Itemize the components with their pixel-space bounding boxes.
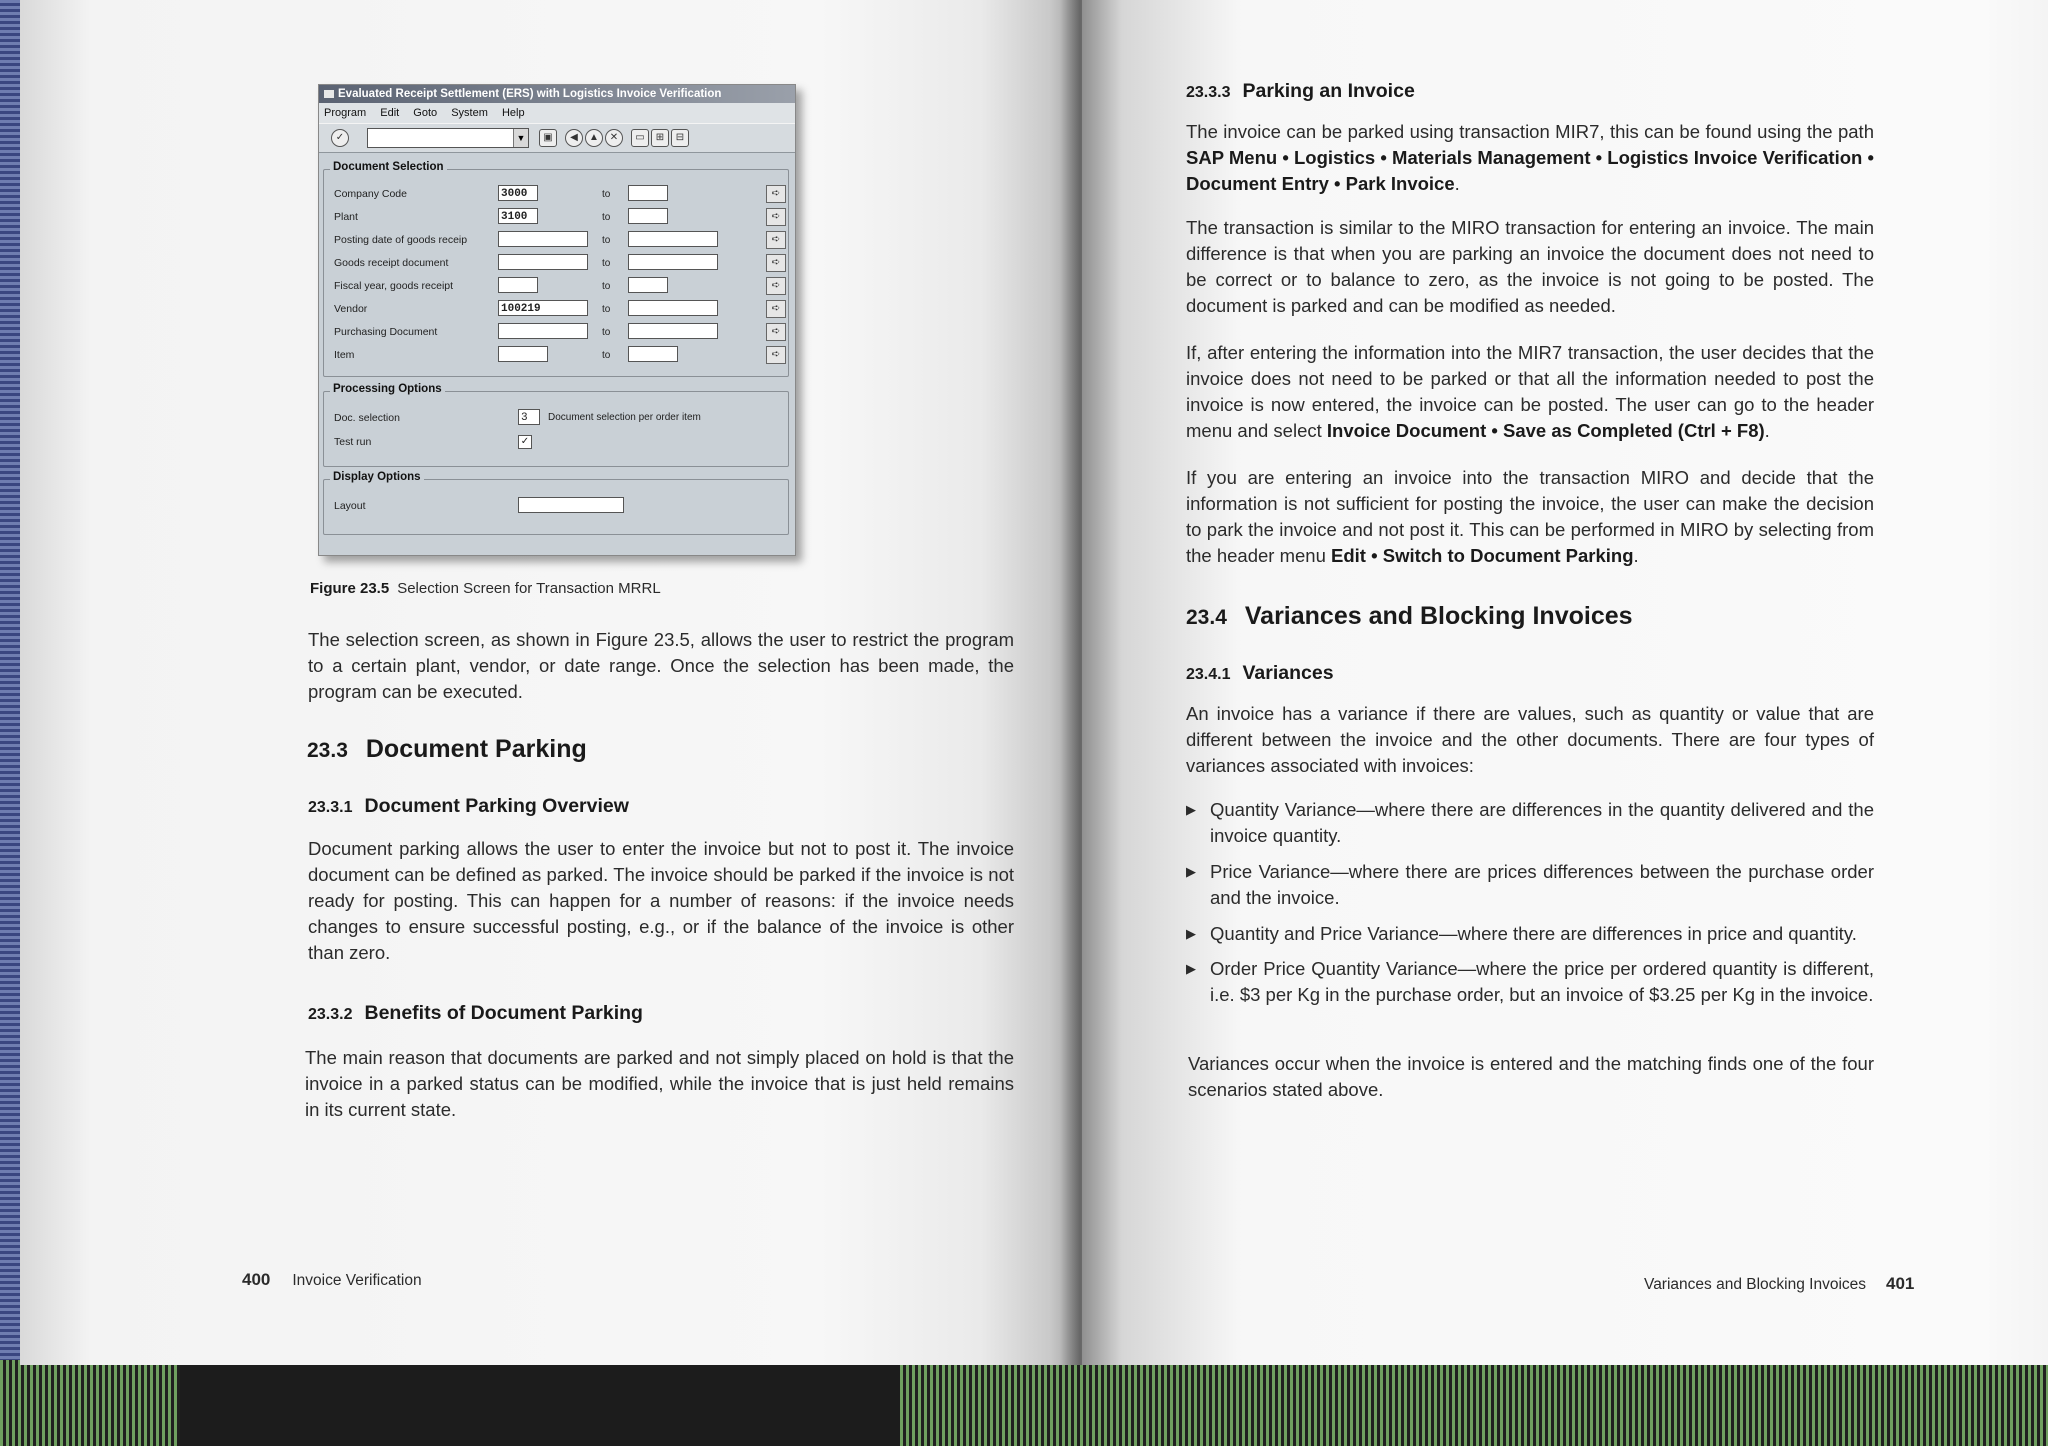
paragraph-parking-benefits: The main reason that documents are parked and not simply placed on hold is that the invoice in a parked status can be modified, while the invoice that is just held remains in its current state. [305, 1047, 1014, 1120]
purchasing-document-to-input[interactable] [628, 323, 718, 339]
to-label: to [602, 281, 611, 292]
doc-selection-row [334, 408, 774, 430]
menu-path: Edit • Switch to Document Parking [1331, 545, 1634, 566]
field-label: Plant [334, 211, 358, 223]
display-options-group [323, 471, 789, 535]
sap-title-bar [319, 85, 795, 103]
multiple-selection-arrow-icon[interactable]: ➪ [766, 277, 786, 295]
paragraph-text: If, after entering the information into the MIR7 transaction, the user decides that the invoice does not need to be parked or that all the information needed to post the invoice is now entered, the invoice can be posted. The user can go to the header menu and select [1186, 342, 1874, 441]
posting-date-to-input[interactable] [628, 231, 718, 247]
heading-23-3-3 [1186, 80, 1415, 103]
heading-number: 23.3 [307, 739, 348, 762]
layout-input[interactable] [518, 497, 624, 513]
heading-title: Parking an Invoice [1242, 80, 1415, 102]
sap-window-title: Evaluated Receipt Settlement (ERS) with Logistics Invoice Verification [338, 88, 722, 100]
fiscal-year-to-input[interactable] [628, 277, 668, 293]
heading-title: Variances and Blocking Invoices [1244, 602, 1633, 630]
menu-goto[interactable]: Goto [413, 107, 438, 119]
selection-row-fiscal-year [334, 276, 781, 298]
to-label: to [602, 304, 611, 315]
selection-row-plant [334, 207, 781, 229]
plant-to-input[interactable] [628, 208, 668, 224]
document-selection-group [323, 161, 789, 377]
heading-title: Document Parking Overview [364, 795, 629, 817]
group-title: Document Selection [330, 161, 447, 173]
heading-number: 23.3.1 [308, 799, 353, 816]
window-icon [324, 90, 334, 98]
heading-number: 23.4.1 [1186, 666, 1231, 683]
group-title: Processing Options [330, 383, 445, 395]
field-label: Layout [334, 500, 366, 512]
print-icon[interactable]: ▭ [631, 129, 649, 147]
running-footer-title: Invoice Verification [292, 1272, 422, 1289]
running-footer-title: Variances and Blocking Invoices [1644, 1276, 1867, 1293]
paragraph-variances-intro: An invoice has a variance if there are values, such as quantity or value that are different between the invoice and the other documents. There are four types of variances associated with invoices: [1186, 703, 1874, 776]
field-label: Goods receipt document [334, 257, 449, 269]
menu-path: SAP Menu • Logistics • Materials Management • Logistics Invoice Verification • Document Entry • Park Invoice [1186, 147, 1874, 194]
fiscal-year-from-input[interactable] [498, 277, 538, 293]
selection-row-vendor [334, 299, 781, 321]
sap-window [318, 84, 796, 556]
list-item-text: Price Variance—where there are prices differences between the purchase order and the invoice. [1210, 861, 1874, 908]
cancel-icon[interactable]: ✕ [605, 129, 623, 147]
right-page [1082, 0, 2048, 1365]
selection-row-gr-document [334, 253, 781, 275]
left-page-footer [242, 1270, 422, 1290]
field-label: Fiscal year, goods receipt [334, 280, 454, 292]
paragraph-text: . [1454, 173, 1460, 194]
paragraph-switch-to-parking [1186, 465, 1874, 569]
doc-selection-description: Document selection per order item [548, 412, 701, 423]
selection-row-company-code [334, 184, 781, 206]
to-label: to [602, 235, 611, 246]
left-page [20, 0, 1082, 1365]
field-label: Doc. selection [334, 412, 400, 424]
heading-23-3-1 [308, 795, 629, 818]
menu-program[interactable]: Program [324, 107, 367, 119]
bullet-arrow-icon: ▶ [1186, 802, 1196, 817]
heading-number: 23.3.3 [1186, 84, 1231, 101]
back-icon[interactable]: ◀ [565, 129, 583, 147]
menu-help[interactable]: Help [501, 107, 525, 119]
to-label: to [602, 212, 611, 223]
multiple-selection-arrow-icon[interactable]: ➪ [766, 231, 786, 249]
sap-toolbar [319, 123, 795, 153]
list-item [1186, 956, 1874, 1008]
paragraph-selection-screen: The selection screen, as shown in Figure 23.5, allows the user to restrict the program to a certain plant, vendor, or date range. Once the selection has been made, the program can be executed. [308, 629, 1014, 702]
figure-caption-text: Selection Screen for Transaction MRRL [397, 580, 661, 597]
bullet-arrow-icon: ▶ [1186, 961, 1196, 976]
test-run-row [334, 432, 774, 454]
heading-title: Variances [1242, 662, 1334, 684]
command-field[interactable] [367, 128, 529, 148]
vendor-to-input[interactable] [628, 300, 718, 316]
field-label: Test run [334, 436, 372, 448]
chevron-down-icon[interactable]: ▼ [513, 129, 528, 147]
heading-number: 23.4 [1186, 606, 1227, 629]
paragraph-text: If you are entering an invoice into the transaction MIRO and decide that the information is not sufficient for posting the invoice, the user can make the decision to park the invoice and not post it. This can be performed in MIRO by selecting from the header menu [1186, 467, 1874, 566]
processing-options-group [323, 383, 789, 467]
to-label: to [602, 258, 611, 269]
find-icon[interactable]: ⊞ [651, 129, 669, 147]
heading-title: Benefits of Document Parking [364, 1002, 643, 1024]
item-from-input[interactable] [498, 346, 548, 362]
figure-number: Figure 23.5 [310, 580, 390, 597]
figure-caption [310, 580, 661, 597]
field-label: Item [334, 349, 355, 361]
test-run-checkbox[interactable]: ✓ [518, 435, 532, 449]
gr-document-from-input[interactable] [498, 254, 588, 270]
paragraph-similar-to-miro: The transaction is similar to the MIRO transaction for entering an invoice. The main difference is that when you are parking an invoice the document does not need to be correct or to balance to zero, as the invoice is not going to be posted. The document is parked and can be modified as needed. [1186, 217, 1874, 316]
list-item [1186, 797, 1874, 849]
company-code-from-input[interactable]: 3000 [498, 185, 538, 201]
page-number: 401 [1886, 1274, 1915, 1293]
sap-menu-bar [319, 103, 795, 123]
selection-row-purchasing-document [334, 322, 781, 344]
paragraph-save-as-completed [1186, 340, 1874, 444]
heading-number: 23.3.2 [308, 1006, 353, 1023]
posting-date-from-input[interactable] [498, 231, 588, 247]
multiple-selection-arrow-icon[interactable]: ➪ [766, 346, 786, 364]
heading-23-3-2 [308, 1002, 643, 1025]
item-to-input[interactable] [628, 346, 678, 362]
field-label: Posting date of goods receip [334, 234, 468, 246]
paragraph-parking-overview: Document parking allows the user to enter the invoice but not to post it. The invoice document can be defined as parked. The invoice should be parked if the invoice is not ready for posting. This can happen for a number of reasons: if the invoice needs changes to ensure successful posting, e.g., or if the balance of the invoice is other than zero. [308, 838, 1014, 963]
menu-system[interactable]: System [451, 107, 488, 119]
list-item-text: Quantity and Price Variance—where there are differences in price and quantity. [1210, 923, 1857, 944]
field-label: Vendor [334, 303, 368, 315]
doc-selection-input[interactable]: 3 [518, 409, 540, 425]
menu-edit[interactable]: Edit [380, 107, 400, 119]
gr-document-to-input[interactable] [628, 254, 718, 270]
right-page-footer [1644, 1274, 1914, 1294]
selection-row-item [334, 345, 781, 367]
paragraph-text: . [1764, 420, 1770, 441]
heading-23-4-1 [1186, 662, 1334, 685]
multiple-selection-arrow-icon[interactable]: ➪ [766, 323, 786, 341]
menu-path: Invoice Document • Save as Completed (Ctrl + F8) [1326, 420, 1765, 441]
purchasing-document-from-input[interactable] [498, 323, 588, 339]
desk-background [0, 1360, 2048, 1446]
list-item-text: Order Price Quantity Variance—where the price per ordered quantity is different, i.e. $3 per Kg in the purchase order, but an invoice of $3.25 per Kg in the invoice. [1210, 958, 1874, 1005]
to-label: to [602, 350, 611, 361]
heading-23-3 [307, 735, 587, 764]
to-label: to [602, 327, 611, 338]
list-item-text: Quantity Variance—where there are differences in the quantity delivered and the invoice quantity. [1210, 799, 1874, 846]
selection-row-posting-date [334, 230, 781, 252]
layout-row [334, 496, 774, 518]
save-icon[interactable]: ▣ [539, 129, 557, 147]
page-number: 400 [242, 1270, 271, 1289]
to-label: to [602, 189, 611, 200]
heading-23-4 [1186, 602, 1633, 631]
bullet-arrow-icon: ▶ [1186, 926, 1196, 941]
plant-from-input[interactable]: 3100 [498, 208, 538, 224]
multiple-selection-arrow-icon[interactable]: ➪ [766, 254, 786, 272]
paragraph-park-invoice-path [1186, 119, 1874, 197]
paragraph-variances-closing: Variances occur when the invoice is entered and the matching finds one of the four scenarios stated above. [1188, 1053, 1874, 1100]
multiple-selection-arrow-icon[interactable]: ➪ [766, 208, 786, 226]
list-item [1186, 921, 1874, 947]
heading-title: Document Parking [365, 735, 587, 763]
field-label: Purchasing Document [334, 326, 438, 338]
vendor-from-input[interactable]: 100219 [498, 300, 588, 316]
paragraph-text: The invoice can be parked using transaction MIR7, this can be found using the path [1186, 121, 1874, 142]
multiple-selection-arrow-icon[interactable]: ➪ [766, 300, 786, 318]
exit-icon[interactable]: ▲ [585, 129, 603, 147]
bullet-arrow-icon: ▶ [1186, 864, 1196, 879]
field-label: Company Code [334, 188, 407, 200]
multiple-selection-arrow-icon[interactable]: ➪ [766, 185, 786, 203]
company-code-to-input[interactable] [628, 185, 668, 201]
list-item [1186, 859, 1874, 911]
group-title: Display Options [330, 471, 424, 483]
enter-icon[interactable]: ✓ [331, 129, 349, 147]
find-next-icon[interactable]: ⊟ [671, 129, 689, 147]
paragraph-text: . [1633, 545, 1639, 566]
